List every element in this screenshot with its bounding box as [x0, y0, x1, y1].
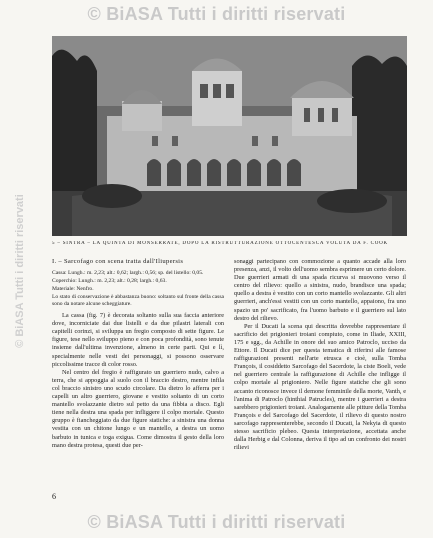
meta-line: Lo stato di conservazione è abbastanza buono: soltanto sul fronte della cassa sono da notare alcune scheggiature.: [52, 294, 224, 308]
page-number: 6: [52, 492, 56, 501]
right-column: [234, 258, 406, 452]
palace-photo: [52, 36, 407, 236]
body-paragraph: La cassa (fig. 7) è decorata soltanto sulla sua faccia anteriore dove, incorniciate dai due listelli e da due pilastri laterali con capitelli corinzi, si sviluppa un fregio composto di sette figure. Le figure, tese nello sviluppo pieno e con poca profondità, sono tenute insieme dall'ultima invenzione, almeno in certe parti. Qui e lì, specialmente nelle vesti dei personaggi, si possono osservare piccolissime tracce di color rosso.: [52, 312, 224, 368]
meta-line: Cassa: Lungh.: m. 2,23; alt.: 0,62; largh.: 0,56; sp. del listello: 0,05.: [52, 270, 204, 277]
palace-photo-image: [52, 36, 407, 236]
body-paragraph: sonaggi partecipano con commozione a quanto accade alla loro presenza, anzi, il volto dell'uomo sembra esprimere un certo dolore. Due guerrieri armati di una spada ricurva si muovono verso il centro del rilievo: quello a sinistra, nudo, brandisce una spada; quello a destra è vestito con un corto mantello svolazzante. Gli altri guerrieri, anch'essi vestiti con un corto mantello, appaiono, fra uno spazio un po' sacrificato, fra l'uomo barbuto e il guerriero sul lato destro del rilievo.: [234, 258, 406, 322]
body-paragraph: Per il Ducati la scena qui descritta dovrebbe rappresentare il sacrificio dei prigionieri troiani compiuto, come in Iliade, XXIII, 175 e sgg., da Achille in onore del suo amico Patroclo, ucciso da Ettore. Il Ducati dice per questa tematica di riferirsi alle famose raffigurazioni presenti nell'arte etrusca e cioè, sulla Tomba François, il cosiddetto Sarcofago del Sacerdote, la ciste Boeli, vede nel guerriero centrale la raffigurazione di Achille che infligge il colpo mortale al prigioniero. Nelle figure statiche che gli sono accanto riconosce invece il demone femminile della morte, Vanth, e l'anima di Patroclo (hinthial Patrucles), mentre i guerrieri a destra sarebbero prigionieri troiani. Analogamente alle pitture della Tomba François e del Sarcofago del Sacerdote, il rilievo di questo nostro sarcofago rappresenterebbe, secondo il Ducati, la Nekyia di questo stesso sacrificio plebeo. Questa interpretazione, accettata anche dalla Herbig e dal Colonna, deriva il tipo ad un confronto dei nostri rilievi: [234, 322, 406, 452]
watermark-bottom: © BiASA Tutti i diritti riservati: [87, 512, 346, 532]
watermark-top: © BiASA Tutti i diritti riservati: [87, 4, 346, 24]
meta-line: Materiale: Nenfro.: [52, 286, 94, 293]
left-column: [52, 258, 224, 450]
figure-caption: 5 – SINTRA – LA QUINTA DI MONSERRATE, DOPO LA RISTRUTTURAZIONE OTTOCENTESCA VOLUTA DA F. COOK: [52, 241, 388, 246]
body-paragraph: Nel centro del fregio è raffigurato un guerriero nudo, calvo a terra, che si appoggia al suolo con il braccio destro, mentre infila col braccio sinistro uno scudo circolare. Da dietro lo afferra per i capelli un altro guerriero, giovane e vestito soltanto di un corto mantello svolazzante dietro sul petto da una fibbia a disco. Egli tiene nella destra una spada per infliggere il colpo mortale. Questo gruppo è fiancheggiato da due figure statiche: a sinistra una donna vestita con un chitone lungo e un mantello, a destra un uomo barbuto in tunica e toga exigua. Come dimostra il gesto della loro mano destra protesa, questi due per-: [52, 368, 224, 449]
watermark-side: © BiASA Tutti i diritti riservati: [14, 194, 26, 348]
meta-line: Coperchio: Lungh.: m. 2,23; alt.: 0,28; largh.: 0,63.: [52, 278, 167, 285]
catalogue-heading: I. – Sarcofago con scena tratta dall'Iliupersis: [52, 258, 184, 265]
